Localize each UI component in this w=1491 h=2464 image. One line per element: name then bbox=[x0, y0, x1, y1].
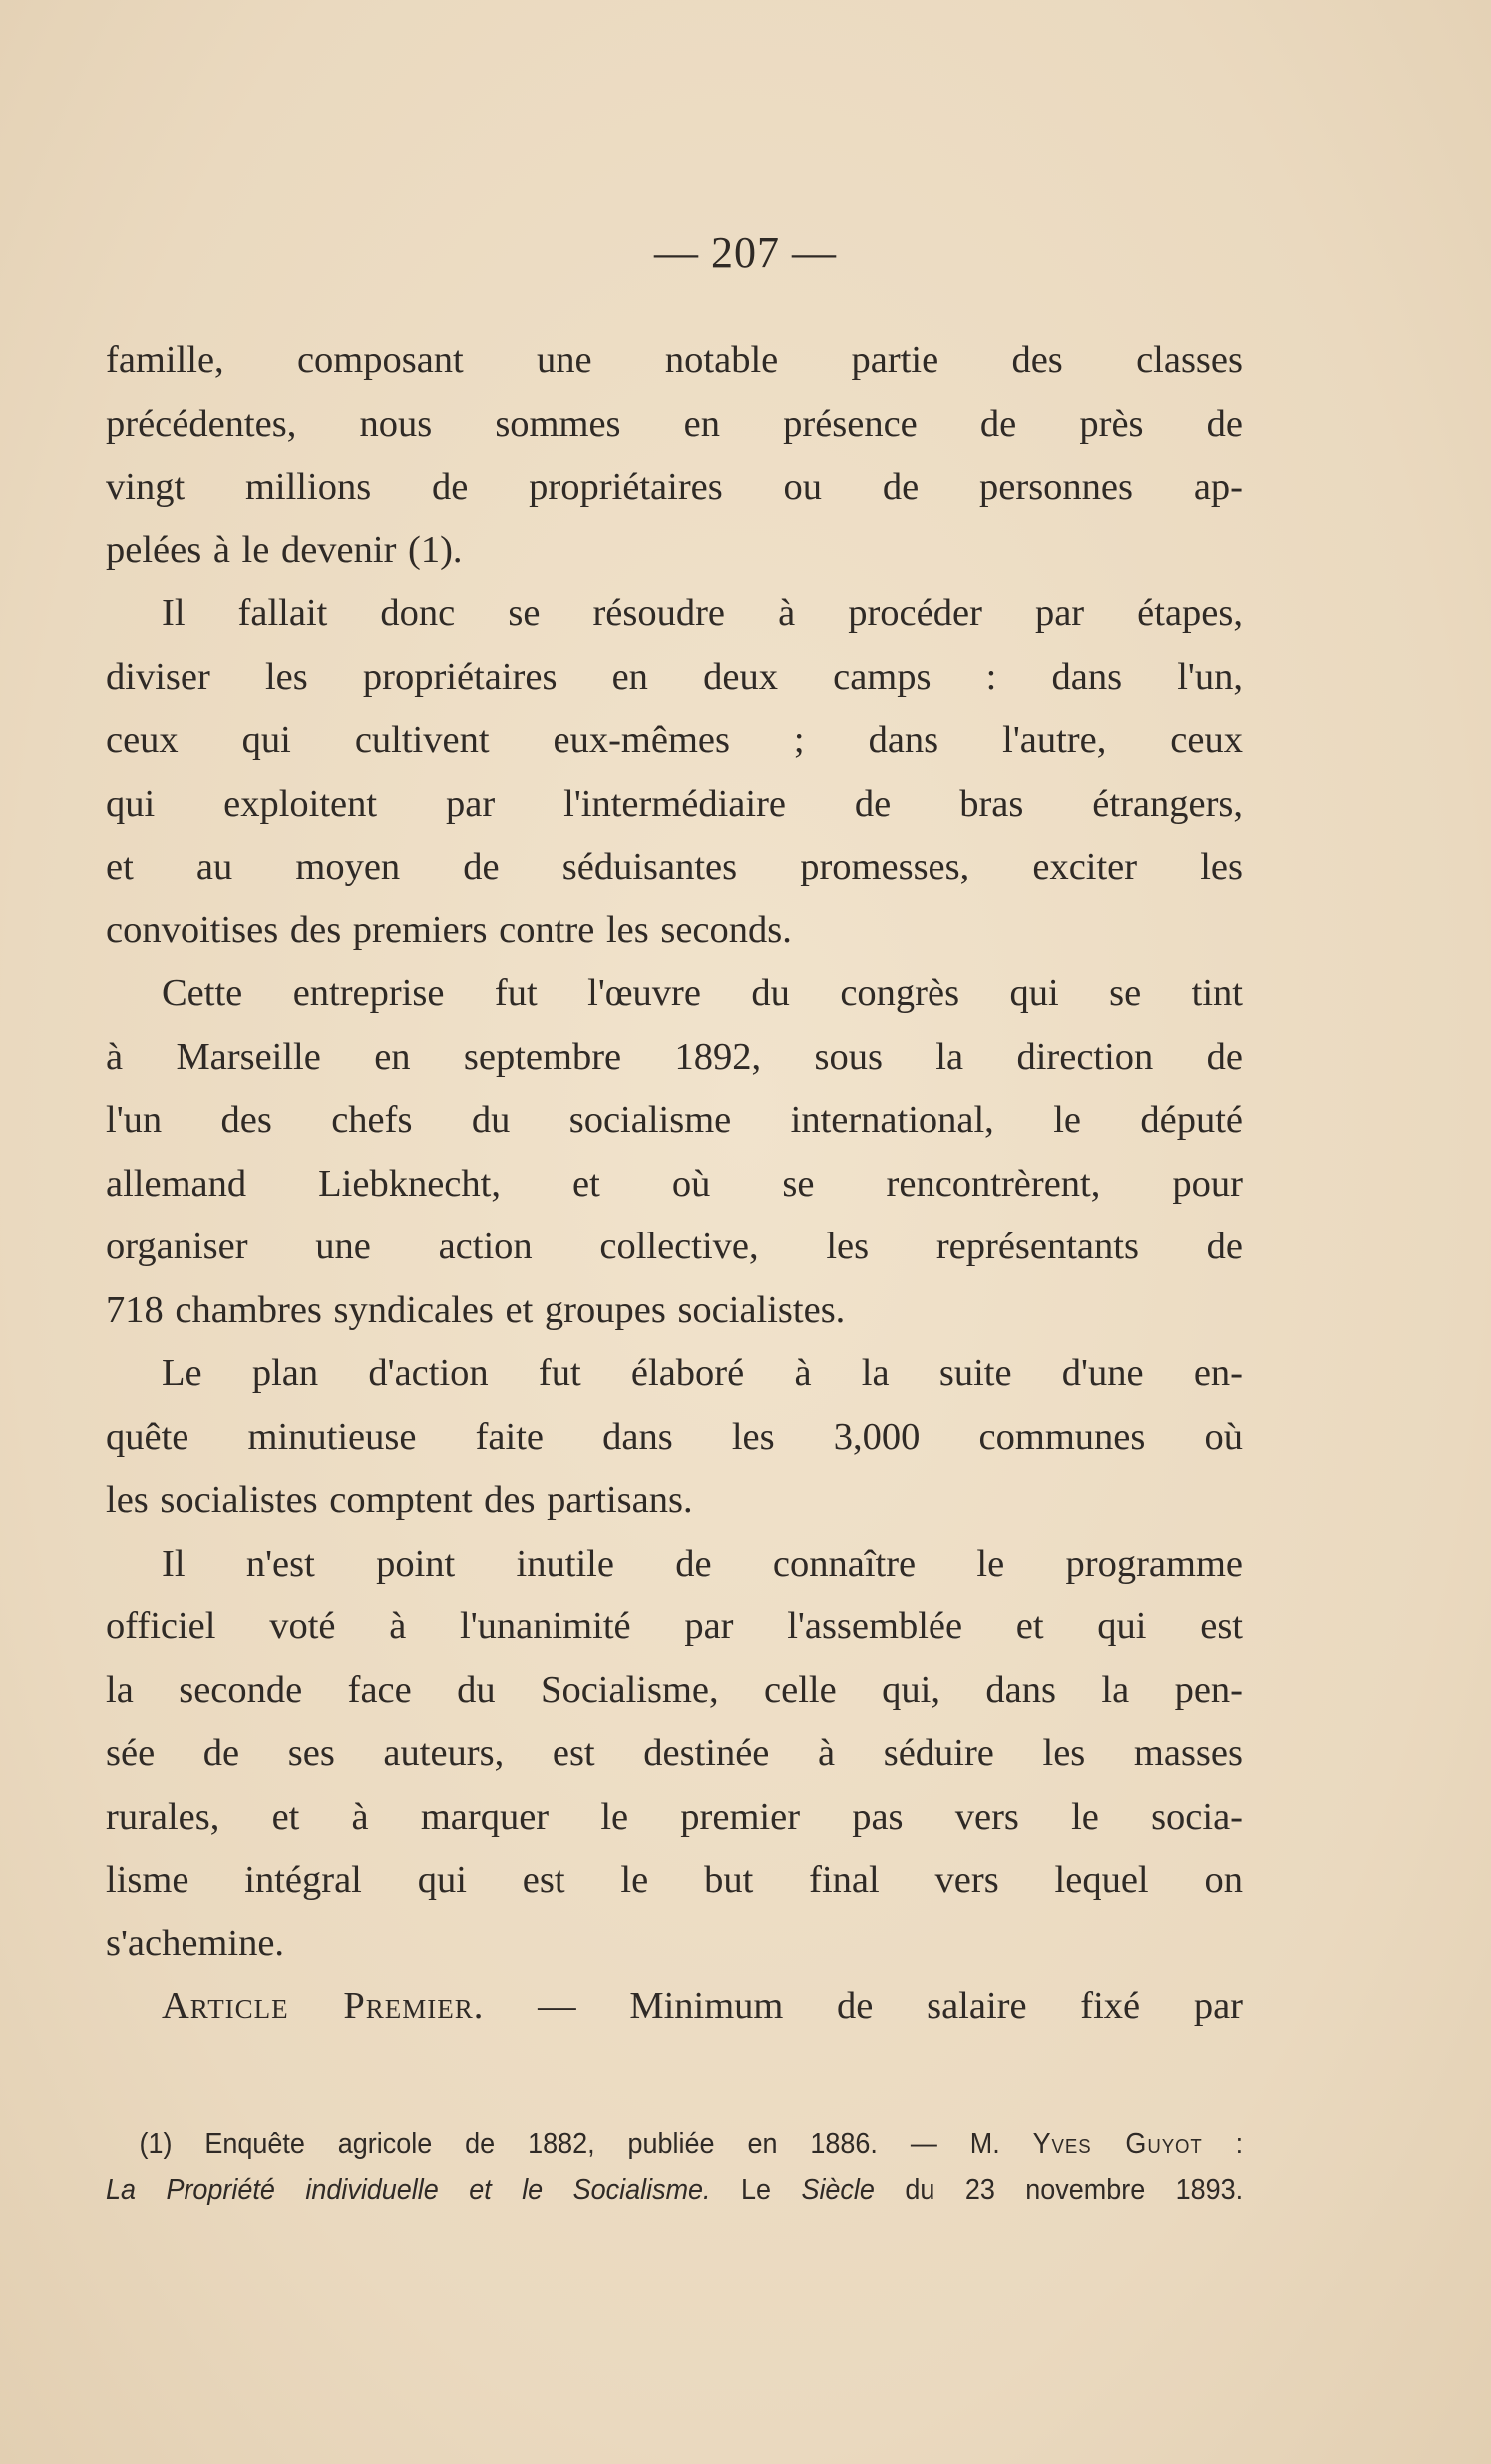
text-line: la seconde face du Socialisme, celle qui, dans la pen- bbox=[106, 1668, 1243, 1711]
text-line: famille, composant une notable partie des classes bbox=[106, 339, 1243, 381]
footnote-line-2: La Propriété individuelle et le Socialisme. Le Siècle du 23 novembre 1893. bbox=[106, 2174, 1244, 2206]
text-line: Il fallait donc se résoudre à procéder par étapes, bbox=[162, 592, 1243, 634]
text-line: ceux qui cultivent eux-mêmes ; dans l'autre, ceux bbox=[106, 719, 1243, 761]
body-text bbox=[106, 329, 1243, 2039]
text-line: allemand Liebknecht, et où se rencontrèrent, pour bbox=[106, 1162, 1243, 1205]
text-line: organiser une action collective, les représentants de bbox=[106, 1226, 1243, 1267]
text-line: les socialistes comptent des partisans. bbox=[106, 1479, 693, 1521]
text-line: lisme intégral qui est le but final vers lequel on bbox=[106, 1859, 1243, 1901]
footnote-title: La Propriété individuelle et le Socialisme. bbox=[106, 2174, 711, 2206]
text-line: sée de ses auteurs, est destinée à séduire les masses bbox=[106, 1732, 1243, 1774]
text-line: à Marseille en septembre 1892, sous la direction de bbox=[106, 1035, 1243, 1078]
text-line: précédentes, nous sommes en présence de près de bbox=[106, 402, 1243, 445]
text-line: 718 chambres syndicales et groupes socialistes. bbox=[106, 1288, 846, 1331]
footnote-author: Yves Guyot bbox=[1032, 2128, 1203, 2160]
text-line: s'achemine. bbox=[106, 1922, 285, 1964]
article-label: Article Premier. bbox=[162, 1985, 485, 2027]
text-line: rurales, et à marquer le premier pas vers le socia- bbox=[106, 1795, 1243, 1838]
text-line: vingt millions de propriétaires ou de personnes ap- bbox=[106, 466, 1243, 508]
text-line: Il n'est point inutile de connaître le programme bbox=[162, 1542, 1243, 1584]
text-line: diviser les propriétaires en deux camps : dans l'un, bbox=[106, 655, 1243, 698]
text-line: et au moyen de séduisantes promesses, exciter les bbox=[106, 846, 1243, 887]
footnote-line-1: (1) Enquête agricole de 1882, publiée en 1886. — M. Yves Guyot : bbox=[139, 2128, 1244, 2160]
text-line: officiel voté à l'unanimité par l'assemblée et qui est bbox=[106, 1605, 1243, 1647]
article-text: — Minimum de salaire fixé par bbox=[484, 1985, 1243, 2027]
page-number: — 207 — bbox=[654, 228, 837, 277]
text-line: Le plan d'action fut élaboré à la suite d'une en- bbox=[162, 1352, 1243, 1394]
text-line: l'un des chefs du socialisme international, le député bbox=[106, 1099, 1243, 1141]
article-line bbox=[106, 1975, 1243, 2039]
text-line: convoitises des premiers contre les seconds. bbox=[106, 908, 792, 951]
text-line: pelées à le devenir (1). bbox=[106, 528, 463, 571]
footnote bbox=[106, 2121, 1243, 2213]
text-line: Cette entreprise fut l'œuvre du congrès qui se tint bbox=[162, 972, 1243, 1014]
text-line: qui exploitent par l'intermédiaire de bras étrangers, bbox=[106, 782, 1243, 825]
text-line: quête minutieuse faite dans les 3,000 communes où bbox=[106, 1415, 1243, 1458]
footnote-newspaper: Siècle bbox=[801, 2174, 875, 2206]
